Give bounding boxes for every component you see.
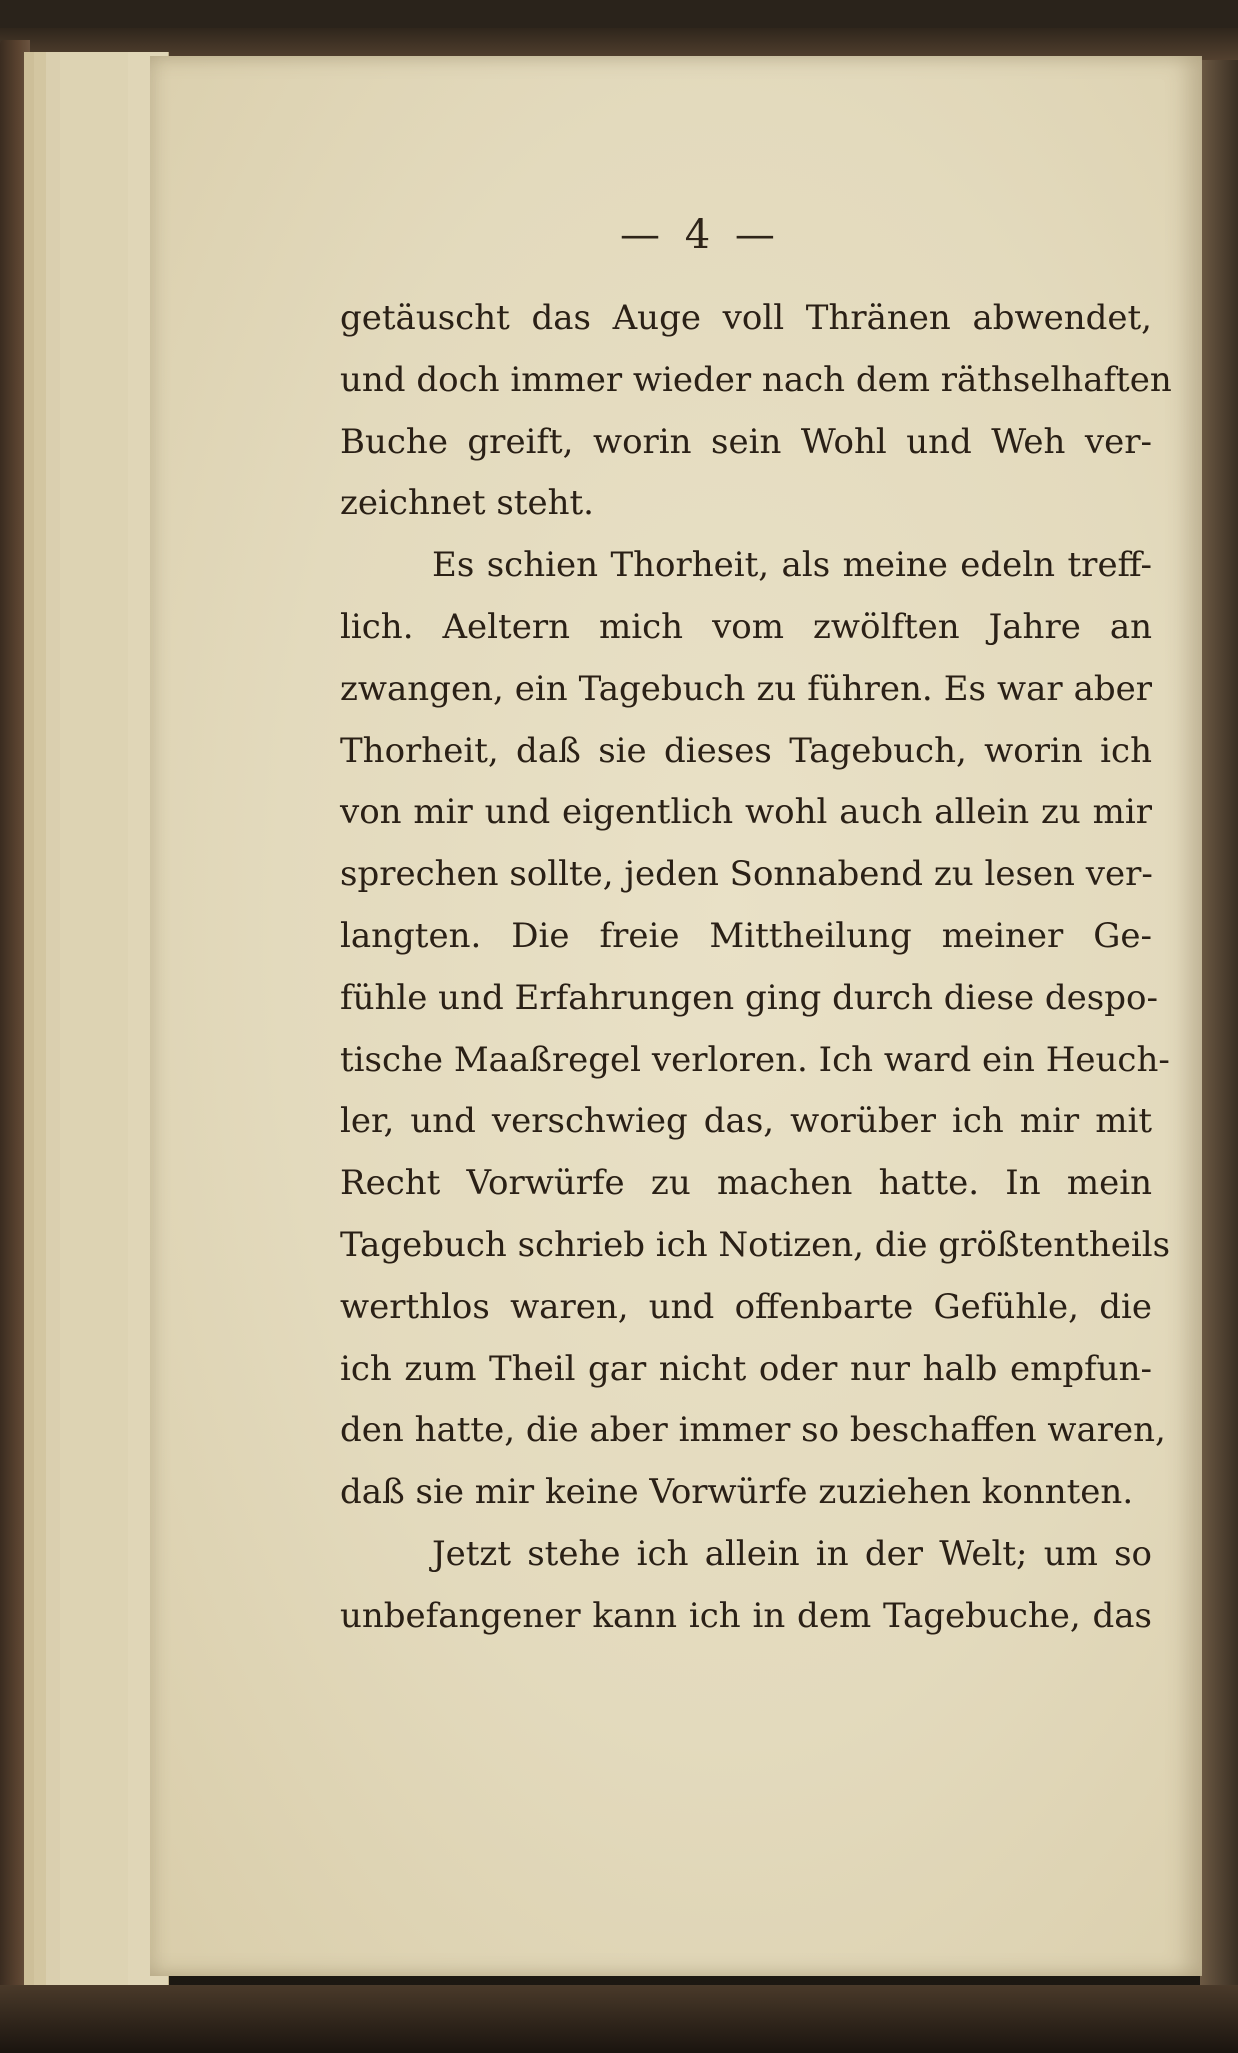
- paragraph-1: [340, 288, 1172, 535]
- text-line: sprechen sollte, jeden Sonnabend zu lesen ver-: [340, 854, 1153, 895]
- text-line: Jetzt stehe ich allein in der Welt; um so: [432, 1533, 1152, 1574]
- text-line: zeichnet steht.: [340, 483, 594, 524]
- text-line: den hatte, die aber immer so beschaffen waren,: [340, 1410, 1166, 1451]
- page-number-header: — 4 —: [620, 212, 781, 258]
- text-line: Thorheit, daß sie dieses Tagebuch, worin ich: [340, 730, 1152, 771]
- book-cover-bottom-edge: [0, 1985, 1238, 2053]
- text-line: fühle und Erfahrungen ging durch diese despo-: [340, 977, 1158, 1018]
- book-cover-right-edge: [1200, 60, 1238, 2000]
- text-line: daß sie mir keine Vorwürfe zuziehen konnten.: [340, 1472, 1134, 1513]
- text-line: von mir und eigentlich wohl auch allein zu mir: [340, 792, 1152, 833]
- text-line: Es schien Thorheit, als meine edeln treff-: [432, 545, 1152, 586]
- paragraph-3: [340, 1524, 1152, 1648]
- text-line: ler, und verschwieg das, worüber ich mir mit: [340, 1101, 1152, 1142]
- text-line: getäuscht das Auge voll Thränen abwendet,: [340, 298, 1152, 338]
- text-line: unbefangener kann ich in dem Tagebuche, das: [340, 1595, 1152, 1636]
- paragraph-2: [340, 535, 1171, 1524]
- text-line: werthlos waren, und offenbarte Gefühle, die: [340, 1286, 1152, 1327]
- page-text-body: [340, 288, 1172, 1648]
- text-line: Recht Vorwürfe zu machen hatte. In mein: [340, 1163, 1152, 1204]
- text-line: langten. Die freie Mittheilung meiner Ge-: [340, 915, 1152, 956]
- text-line: Tagebuch schrieb ich Notizen, die größtentheils: [340, 1224, 1171, 1265]
- text-line: tische Maaßregel verloren. Ich ward ein Heuch-: [340, 1039, 1170, 1080]
- text-line: zwangen, ein Tagebuch zu führen. Es war aber: [340, 668, 1152, 709]
- text-line: Buche greift, worin sein Wohl und Weh ver-: [340, 421, 1152, 462]
- text-line: und doch immer wieder nach dem räthselhaften: [340, 359, 1172, 400]
- text-line: lich. Aeltern mich vom zwölften Jahre an: [340, 606, 1152, 647]
- text-line: ich zum Theil gar nicht oder nur halb empfun-: [340, 1348, 1152, 1389]
